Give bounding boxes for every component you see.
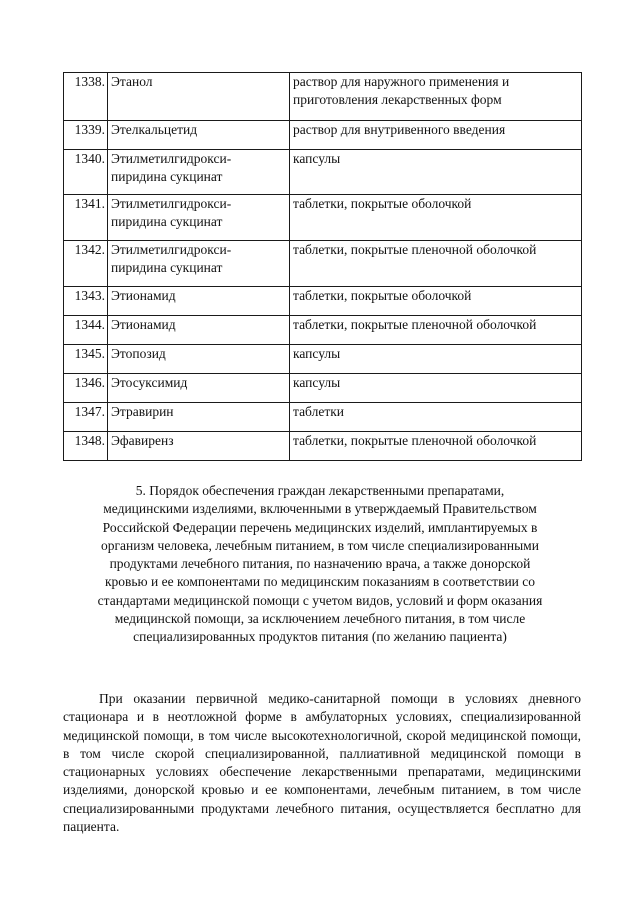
dosage-form: капсулы (290, 374, 582, 403)
dosage-form: таблетки, покрытые оболочкой (290, 287, 582, 316)
dosage-form: таблетки, покрытые пленочной оболочкой (290, 316, 582, 345)
section-heading: 5. Порядок обеспечения граждан лекарственными препаратами, медицинскими изделиями, включенными в утверждаемый Правительством Российской Федерации перечень медицинских изделий, имплантируемых в организм человека, лечебным питанием, в том числе специализированными продуктами лечебного питания, по назначению врача, а также донорской кровью и ее компонентами по медицинским показаниям в соответствии со стандартами медицинской помощи с учетом видов, условий и форм оказания медицинской помощи, за исключением лечебного питания, в том числе специализированных продуктов питания (по желанию пациента) (97, 483, 543, 645)
row-number: 1346. (64, 374, 108, 403)
table-row (64, 374, 582, 403)
dosage-form: капсулы (290, 345, 582, 374)
drug-table (63, 72, 582, 461)
table-row (64, 195, 582, 241)
table-row (64, 403, 582, 432)
drug-name: Этионамид (108, 316, 290, 345)
drug-name: Эфавиренз (108, 432, 290, 461)
table-row (64, 121, 582, 150)
drug-name: Этосуксимид (108, 374, 290, 403)
row-number: 1339. (64, 121, 108, 150)
drug-name: Этопозид (108, 345, 290, 374)
table-row (64, 432, 582, 461)
row-number: 1344. (64, 316, 108, 345)
dosage-form: раствор для наружного применения и приготовления лекарственных форм (290, 73, 582, 121)
dosage-form: таблетки, покрытые оболочкой (290, 195, 582, 241)
drug-name: Этилметилгидрокси-пиридина сукцинат (108, 195, 290, 241)
row-number: 1347. (64, 403, 108, 432)
table-row (64, 241, 582, 287)
body-paragraph: При оказании первичной медико-санитарной помощи в условиях дневного стационара и в неотложной форме в амбулаторных условиях, специализированной медицинской помощи, в том числе высокотехнологичной, скорой медицинской помощи, в том числе скорой специализированной, паллиативной медицинской помощи в стационарных условиях обеспечение лекарственными препаратами, медицинскими изделиями, донорской кровью и ее компонентами, лечебным питанием, в том числе специализированными продуктами лечебного питания, осуществляется бесплатно для пациента. (63, 691, 581, 835)
table-row (64, 287, 582, 316)
table-row (64, 150, 582, 195)
row-number: 1338. (64, 73, 108, 121)
drug-name: Этравирин (108, 403, 290, 432)
row-number: 1345. (64, 345, 108, 374)
dosage-form: раствор для внутривенного введения (290, 121, 582, 150)
drug-name: Этанол (108, 73, 290, 121)
table-row (64, 316, 582, 345)
row-number: 1343. (64, 287, 108, 316)
dosage-form: таблетки, покрытые пленочной оболочкой (290, 241, 582, 287)
dosage-form: капсулы (290, 150, 582, 195)
drug-name: Этелкальцетид (108, 121, 290, 150)
row-number: 1341. (64, 195, 108, 241)
row-number: 1348. (64, 432, 108, 461)
row-number: 1342. (64, 241, 108, 287)
drug-name: Этилметилгидрокси-пиридина сукцинат (108, 150, 290, 195)
row-number: 1340. (64, 150, 108, 195)
table-row (64, 73, 582, 121)
drug-name: Этионамид (108, 287, 290, 316)
dosage-form: таблетки, покрытые пленочной оболочкой (290, 432, 582, 461)
table-row (64, 345, 582, 374)
dosage-form: таблетки (290, 403, 582, 432)
drug-name: Этилметилгидрокси-пиридина сукцинат (108, 241, 290, 287)
